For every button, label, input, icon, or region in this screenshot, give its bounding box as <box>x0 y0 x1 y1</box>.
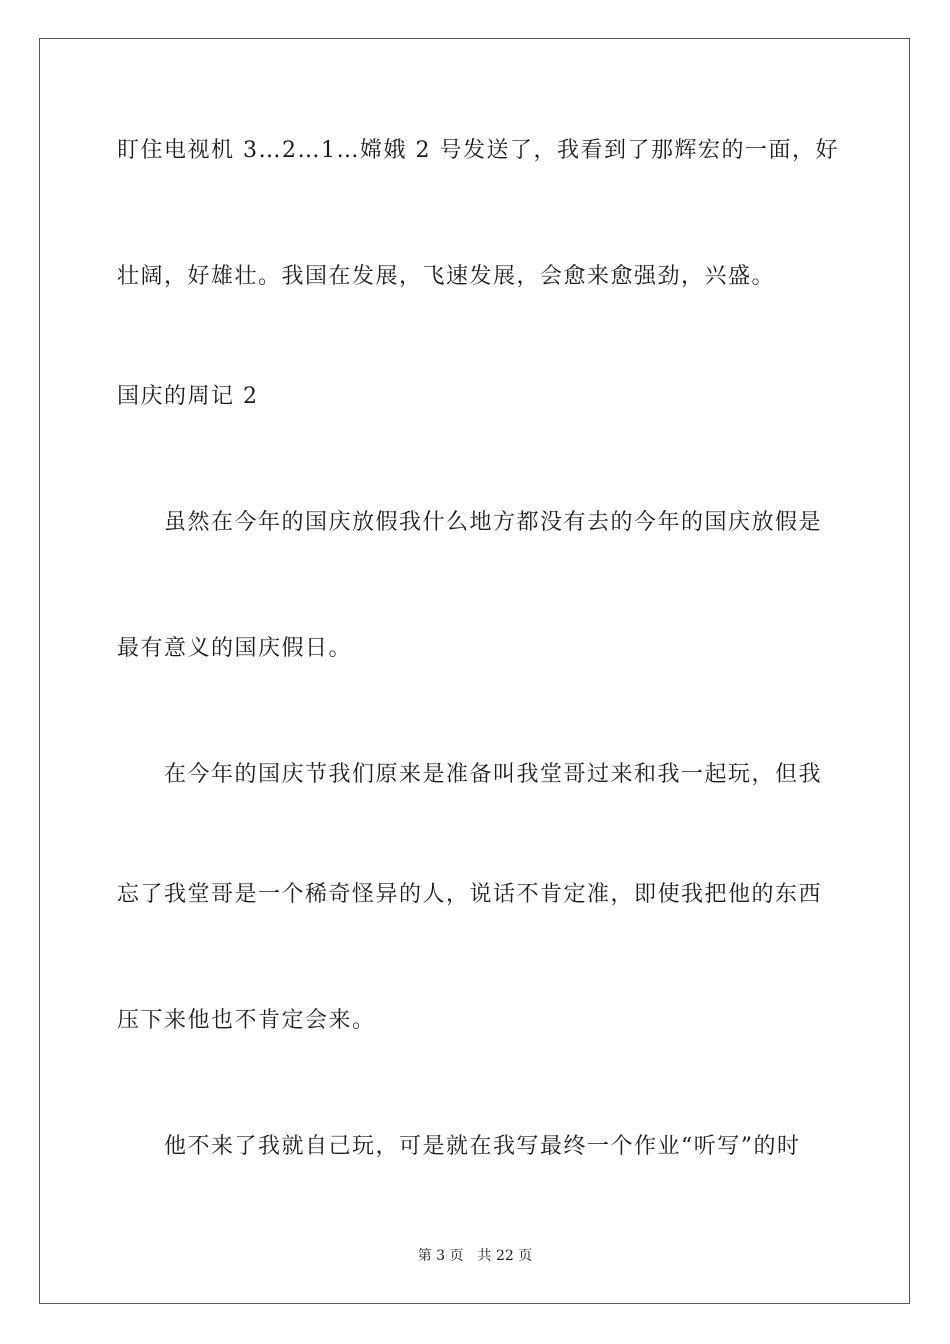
paragraph-1-line-1: 虽然在今年的国庆放假我什么地方都没有去的今年的国庆放假是 <box>164 510 823 535</box>
page-border <box>39 38 910 1304</box>
paragraph-3-line-1: 他不来了我就自己玩，可是就在我写最终一个作业“听写”的时 <box>164 1134 801 1159</box>
text-line-2: 壮阔，好雄壮。我国在发展，飞速发展，会愈来愈强劲，兴盛。 <box>117 264 776 289</box>
paragraph-2-line-3: 压下来他也不肯定会来。 <box>117 1008 376 1033</box>
page-footer <box>0 1246 950 1266</box>
paragraph-1-line-2: 最有意义的国庆假日。 <box>117 636 353 661</box>
text-line-1: 盯住电视机 3…2…1…嫦娥 2 号发送了，我看到了那辉宏的一面，好 <box>117 138 839 163</box>
page-total: 共 22 页 <box>477 1248 533 1264</box>
section-heading: 国庆的周记 2 <box>117 384 259 409</box>
paragraph-2-line-2: 忘了我堂哥是一个稀奇怪异的人，说话不肯定准，即使我把他的东西 <box>117 882 823 907</box>
page-number: 第 3 页 <box>417 1248 464 1264</box>
paragraph-2-line-1: 在今年的国庆节我们原来是准备叫我堂哥过来和我一起玩，但我 <box>164 762 823 787</box>
